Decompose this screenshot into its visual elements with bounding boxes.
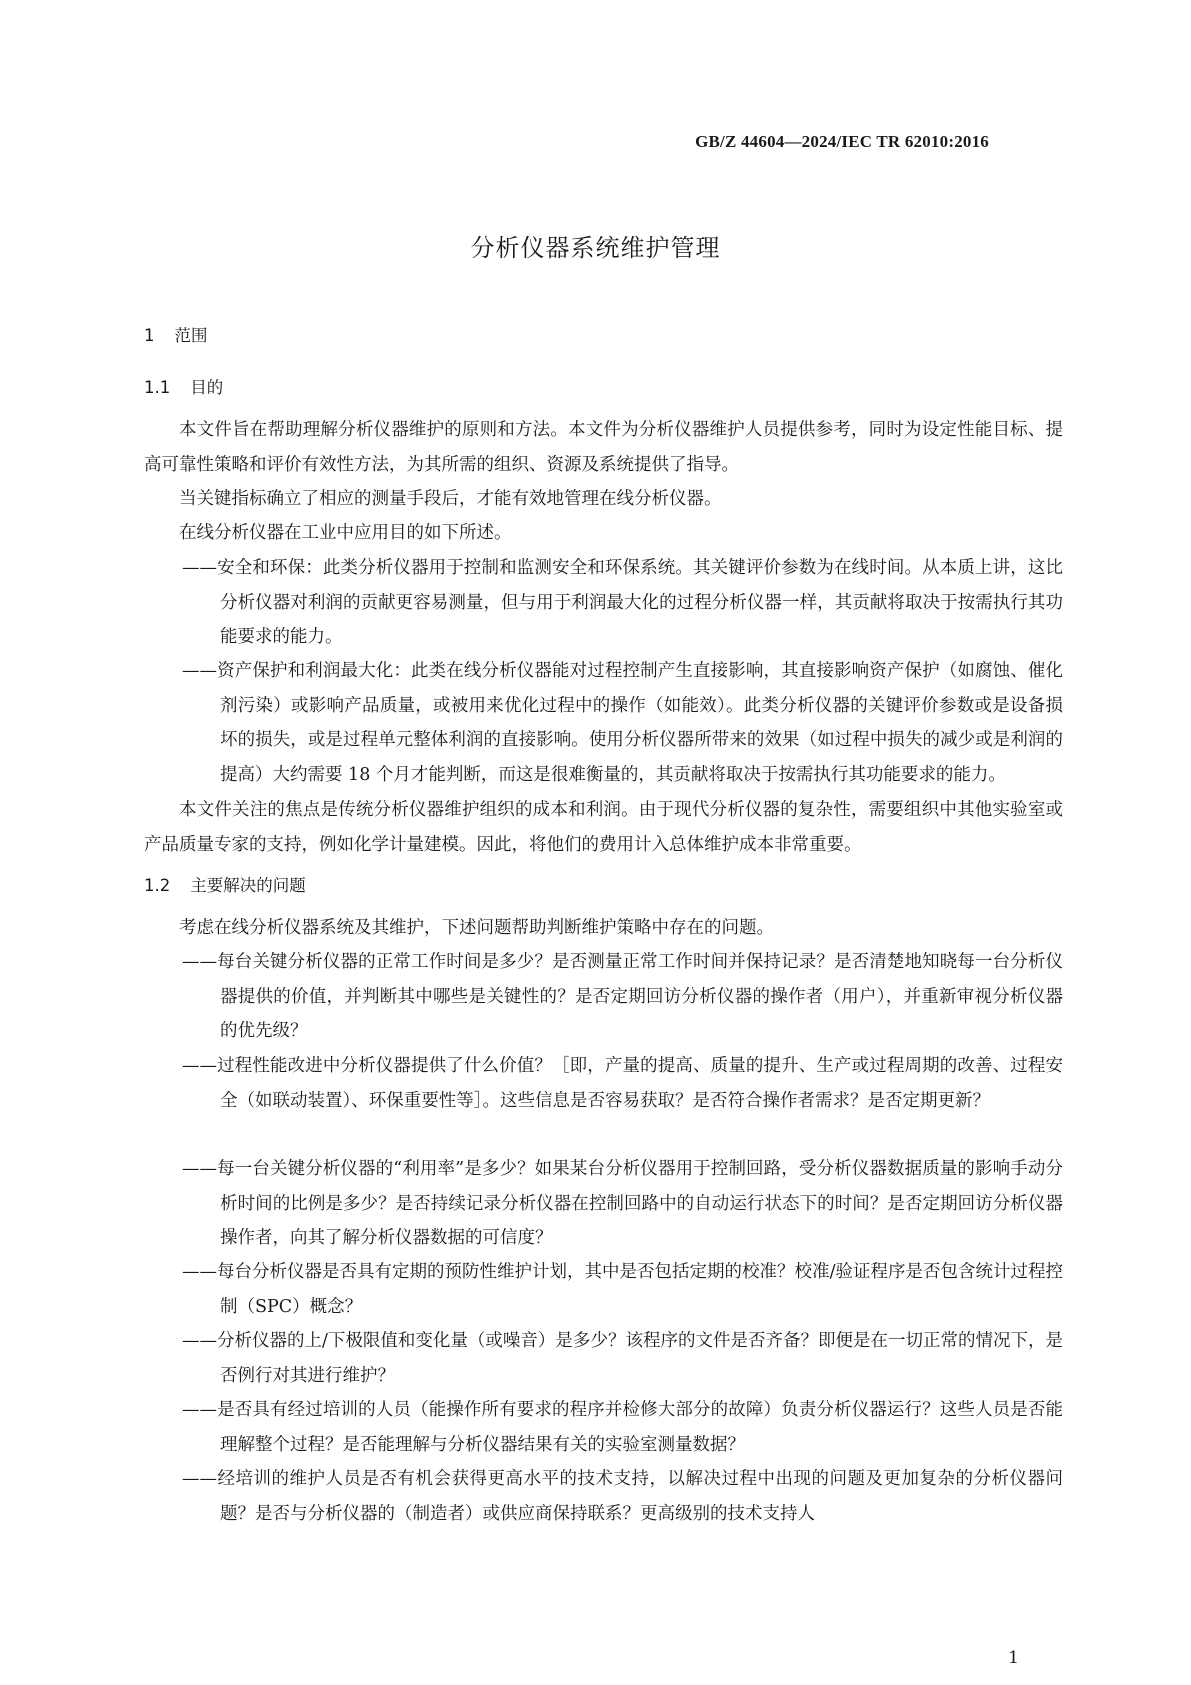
section-number: 1 — [144, 326, 155, 345]
paragraph: 考虑在线分析仪器系统及其维护，下述问题帮助判断维护策略中存在的问题。 — [179, 918, 774, 938]
dash-list-item: ——每台关键分析仪器的正常工作时间是多少？是否测量正常工作时间并保持记录？是否清楚地知晓每一台分析仪器提供的价值，并判断其中哪些是关键性的？是否定期回访分析仪器的操作者（用户），并重新审视分析仪器的优先级？ — [182, 952, 1063, 1041]
section-heading-1-1 — [144, 374, 223, 398]
dash-list-item: ——安全和环保：此类分析仪器用于控制和监测安全和环保系统。其关键评价参数为在线时间。从本质上讲，这比分析仪器对利润的贡献更容易测量，但与用于利润最大化的过程分析仪器一样，其贡献将取决于按需执行其功能要求的能力。 — [182, 558, 1063, 647]
dash-list-item: ——资产保护和利润最大化：此类在线分析仪器能对过程控制产生直接影响，其直接影响资产保护（如腐蚀、催化剂污染）或影响产品质量，或被用来优化过程中的操作（如能效）。此类分析仪器的关键评价参数或是设备损坏的损失，或是过程单元整体利润的直接影响。使用分析仪器所带来的效果（如过程中损失的减少或是利润的提高）大约需要 18 个月才能判断，而这是很难衡量的，其贡献将取决于按需执行其功能要求的能力。 — [182, 661, 1063, 785]
dash-list-item: ——每台分析仪器是否具有定期的预防性维护计划，其中是否包括定期的校准？校准/验证程序是否包含统计过程控制（SPC）概念？ — [182, 1262, 1063, 1317]
section-number: 1.2 — [144, 876, 171, 895]
section-title: 目的 — [190, 378, 224, 397]
page-number: 1 — [1008, 1648, 1019, 1668]
paragraph: 本文件旨在帮助理解分析仪器维护的原则和方法。本文件为分析仪器维护人员提供参考，同时为设定性能目标、提高可靠性策略和评价有效性方法，为其所需的组织、资源及系统提供了指导。 — [144, 420, 1063, 475]
standard-code: GB/Z 44604—2024/IEC TR 62010:2016 — [695, 132, 989, 151]
section-number: 1.1 — [144, 378, 171, 397]
paragraph: 本文件关注的焦点是传统分析仪器维护组织的成本和利润。由于现代分析仪器的复杂性，需要组织中其他实验室或产品质量专家的支持，例如化学计量建模。因此，将他们的费用计入总体维护成本非常重要。 — [144, 800, 1063, 855]
dash-list-item: ——过程性能改进中分析仪器提供了什么价值？［即，产量的提高、质量的提升、生产或过程周期的改善、过程安全（如联动装置）、环保重要性等］。这些信息是否容易获取？是否符合操作者需求？是否定期更新？ — [182, 1056, 1063, 1111]
paragraph: 在线分析仪器在工业中应用目的如下所述。 — [179, 523, 512, 543]
dash-list-item: ——每一台关键分析仪器的“利用率”是多少？如果某台分析仪器用于控制回路，受分析仪器数据质量的影响手动分析时间的比例是多少？是否持续记录分析仪器在控制回路中的自动运行状态下的时间？是否定期回访分析仪器操作者，向其了解分析仪器数据的可信度？ — [182, 1159, 1063, 1248]
document-title: 分析仪器系统维护管理 — [470, 234, 721, 262]
section-title: 范围 — [174, 326, 208, 345]
section-title: 主要解决的问题 — [190, 876, 306, 895]
dash-list-item: ——是否具有经过培训的人员（能操作所有要求的程序并检修大部分的故障）负责分析仪器运行？这些人员是否能理解整个过程？是否能理解与分析仪器结果有关的实验室测量数据？ — [182, 1400, 1063, 1455]
dash-list-item: ——分析仪器的上/下极限值和变化量（或噪音）是多少？该程序的文件是否齐备？即便是在一切正常的情况下，是否例行对其进行维护？ — [182, 1331, 1063, 1386]
paragraph: 当关键指标确立了相应的测量手段后，才能有效地管理在线分析仪器。 — [179, 489, 722, 509]
dash-list-item: ——经培训的维护人员是否有机会获得更高水平的技术支持，以解决过程中出现的问题及更加复杂的分析仪器问题？是否与分析仪器的（制造者）或供应商保持联系？更高级别的技术支持人 — [182, 1469, 1063, 1524]
section-heading-1 — [144, 322, 208, 346]
section-heading-1-2 — [144, 872, 306, 896]
